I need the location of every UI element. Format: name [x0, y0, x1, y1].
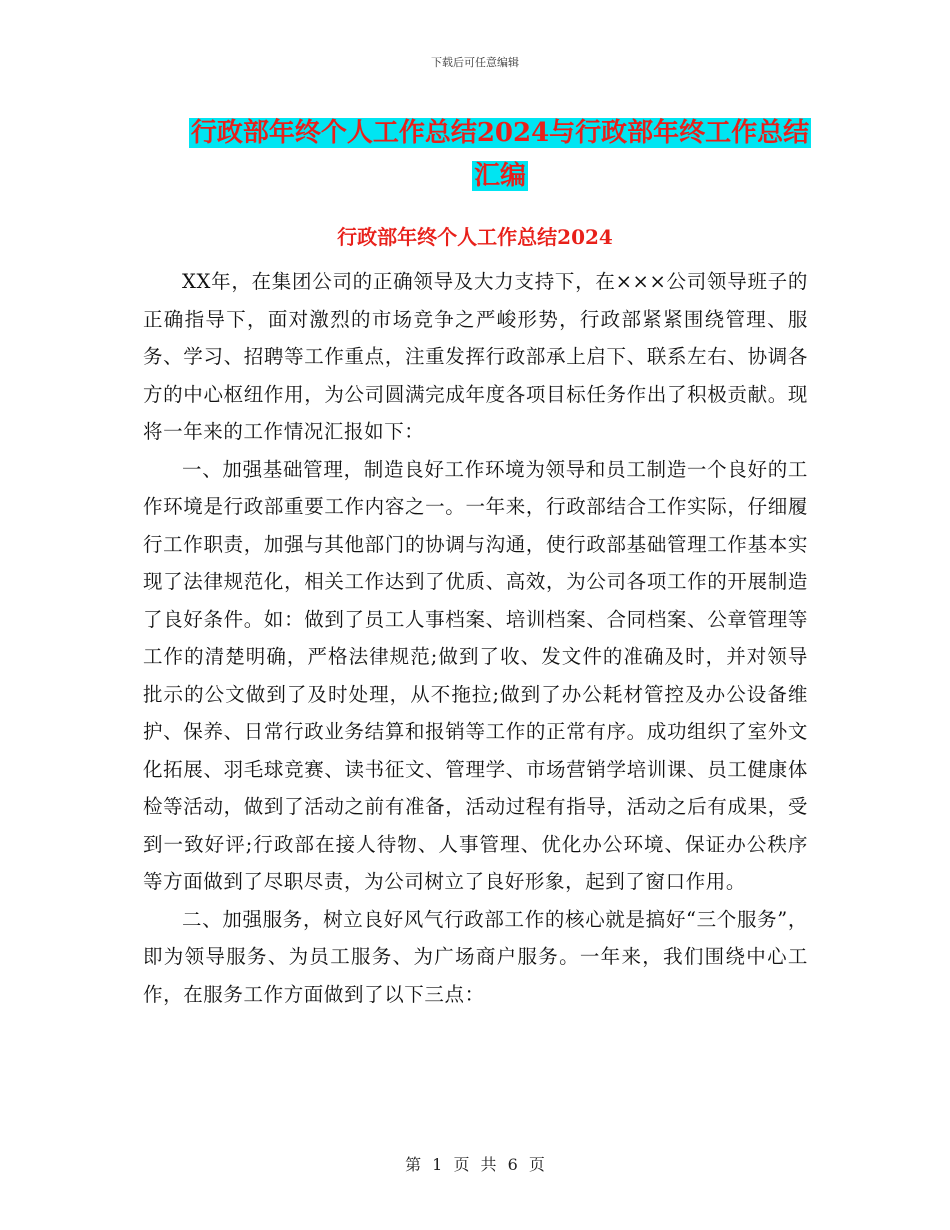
- paragraph-intro: XX年，在集团公司的正确领导及大力支持下，在×××公司领导班子的正确指导下，面对激烈的市场竞争之严峻形势，行政部紧紧围绕管理、服务、学习、招聘等工作重点，注重发挥行政部承上启下、联系左右、协调各方的中心枢纽作用，为公司圆满完成年度各项目标任务作出了积极贡献。现将一年来的工作情况汇报如下：: [143, 270, 808, 443]
- document-title-line2: 汇编: [473, 161, 526, 191]
- paragraph-service: 二、加强服务，树立良好风气行政部工作的核心就是搞好“三个服务”，即为领导服务、为员工服务、为广场商户服务。一年来，我们围绕中心工作，在服务工作方面做到了以下三点：: [143, 907, 808, 1006]
- header-note: 下载后可任意编辑: [431, 56, 519, 69]
- document-body: [143, 263, 808, 1013]
- document-title: [140, 112, 860, 198]
- document-title-line1: 行政部年终个人工作总结2024与行政部年终工作总结: [190, 118, 810, 148]
- section-title: 行政部年终个人工作总结2024: [337, 225, 613, 249]
- paragraph-basic-management: 一、加强基础管理，制造良好工作环境为领导和员工制造一个良好的工作环境是行政部重要工作内容之一。一年来，行政部结合工作实际，仔细履行工作职责，加强与其他部门的协调与沟通，使行政部基础管理工作基本实现了法律规范化，相关工作达到了优质、高效，为公司各项工作的开展制造了良好条件。如：做到了员工人事档案、培训档案、合同档案、公章管理等工作的清楚明确，严格法律规范;做到了收、发文件的准确及时，并对领导批示的公文做到了及时处理，从不拖拉;做到了办公耗材管控及办公设备维护、保养、日常行政业务结算和报销等工作的正常有序。成功组织了室外文化拓展、羽毛球竞赛、读书征文、管理学、市场营销学培训课、员工健康体检等活动，做到了活动之前有准备，活动过程有指导，活动之后有成果，受到一致好评;行政部在接人待物、人事管理、优化办公环境、保证办公秩序等方面做到了尽职尽责，为公司树立了良好形象，起到了窗口作用。: [143, 457, 808, 893]
- page-number: 第 1 页 共 6 页: [405, 1155, 545, 1174]
